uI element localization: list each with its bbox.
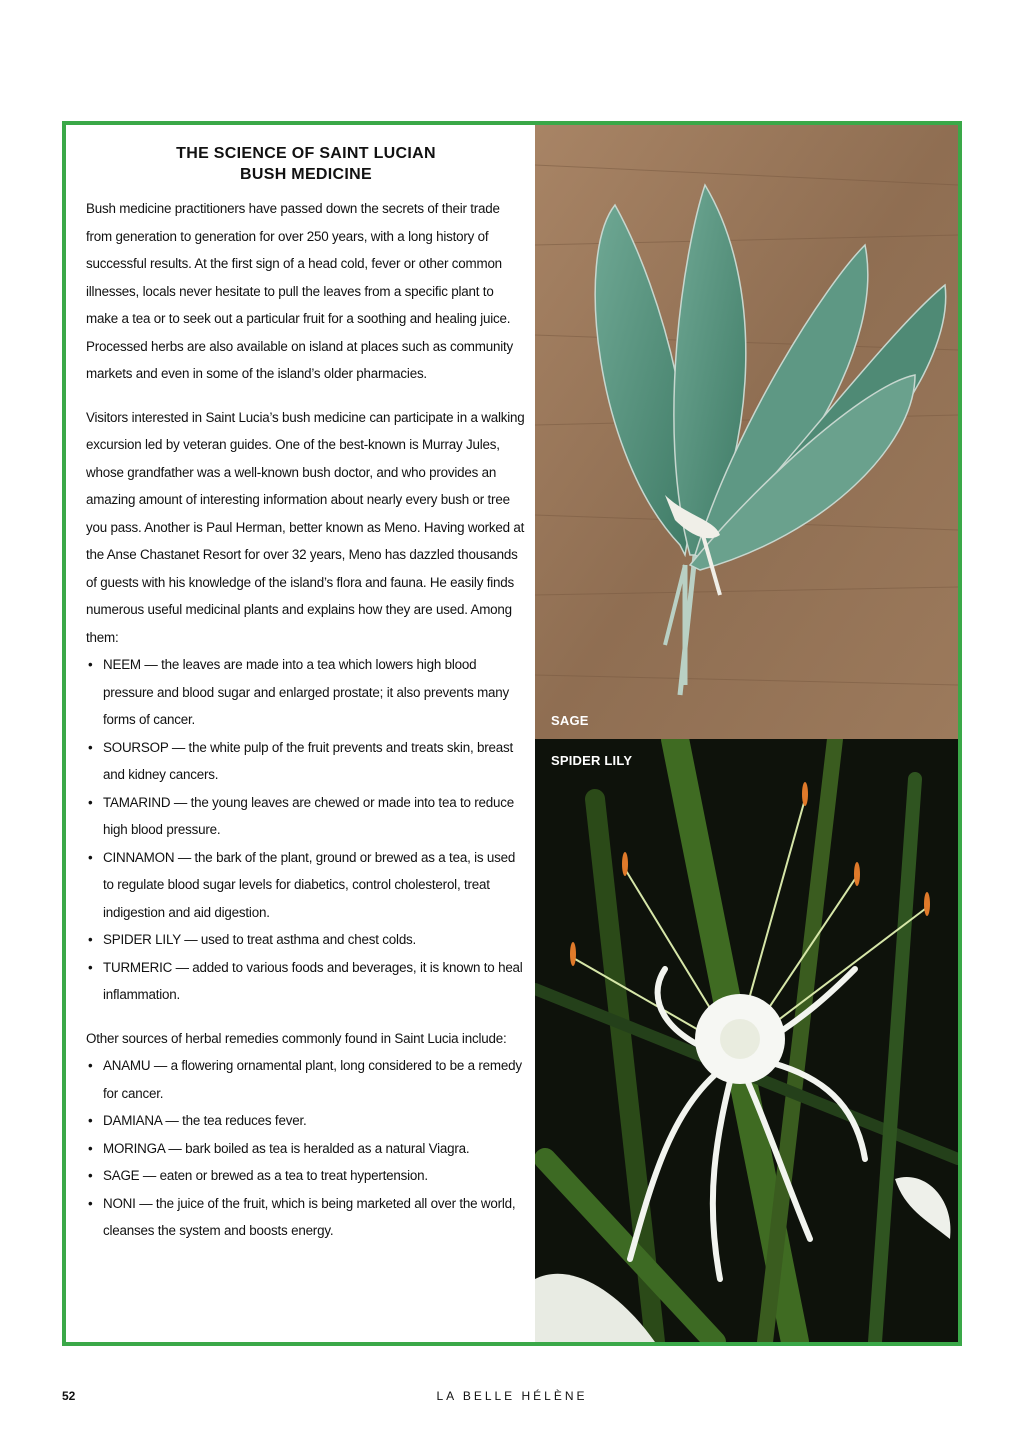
list-item: • SOURSOP — the white pulp of the fruit prevents and treats skin, breast and kidney cancers. [86,734,526,789]
list-item: • TURMERIC — added to various foods and beverages, it is known to heal inflammation. [86,954,526,1009]
paragraph-intro: Bush medicine practitioners have passed down the secrets of their trade from generation to generation for over 250 years, with a long history of successful results. At the first sign of a head cold, fever or other common illnesses, locals never hesitate to pull the leaves from a specific plant to make a tea or to seek out a particular fruit for a soothing and healing juice. Processed herbs are also available on island at places such as community markets and even in some of the island’s older pharmacies. [86,201,513,381]
spider-lily-illustration [535,739,958,1342]
title-line-1: THE SCIENCE OF SAINT LUCIAN [176,145,436,162]
list-item: • SPIDER LILY — used to treat asthma and chest colds. [86,926,526,954]
list-item: • SAGE — eaten or brewed as a tea to treat hypertension. [86,1162,526,1190]
list-item: • DAMIANA — the tea reduces fever. [86,1107,526,1135]
spider-lily-caption: SPIDER LILY [551,753,633,768]
spider-lily-photo [535,739,958,1342]
list-item: • NONI — the juice of the fruit, which is being marketed all over the world, cleanses the system and boosts energy. [86,1190,526,1245]
list-item: • ANAMU — a flowering ornamental plant, long considered to be a remedy for cancer. [86,1052,526,1107]
list-item: • MORINGA — bark boiled as tea is heralded as a natural Viagra. [86,1135,526,1163]
page-number: 52 [62,1389,76,1403]
paragraph-guides: Visitors interested in Saint Lucia’s bush medicine can participate in a walking excursion led by veteran guides. One of the best-known is Murray Jules, whose grandfather was a well-known bush doctor, and who provides an amazing amount of interesting information about nearly every bush or tree you pass. Another is Paul Herman, better known as Meno. Having worked at the Anse Chastanet Resort for over 32 years, Meno has dazzled thousands of guests with his knowledge of the island’s flora and fauna. He easily finds numerous useful medicinal plants and explains how they are used. Among them: [86,409,525,645]
list-item: • TAMARIND — the young leaves are chewed or made into tea to reduce high blood pressure. [86,789,526,844]
magazine-name: LA BELLE HÉLÈNE [436,1389,588,1403]
article-title [86,143,526,185]
sage-photo [535,125,958,739]
herbal-remedies-list [86,1052,526,1245]
list-item: • CINNAMON — the bark of the plant, ground or brewed as a tea, is used to regulate blood sugar levels for diabetics, control cholesterol, treat indigestion and aid digestion. [86,844,526,927]
sage-leaves-illustration [535,125,958,739]
medicinal-plants-list [86,651,526,1009]
title-line-2: BUSH MEDICINE [240,166,372,183]
list-item: • NEEM — the leaves are made into a tea which lowers high blood pressure and blood sugar and enlarged prostate; it also prevents many forms of cancer. [86,651,526,734]
sage-caption: SAGE [551,713,589,728]
paragraph-other-sources: Other sources of herbal remedies commonly found in Saint Lucia include: [86,1030,507,1046]
article-panel [62,121,962,1346]
article-text-column [86,143,526,1261]
